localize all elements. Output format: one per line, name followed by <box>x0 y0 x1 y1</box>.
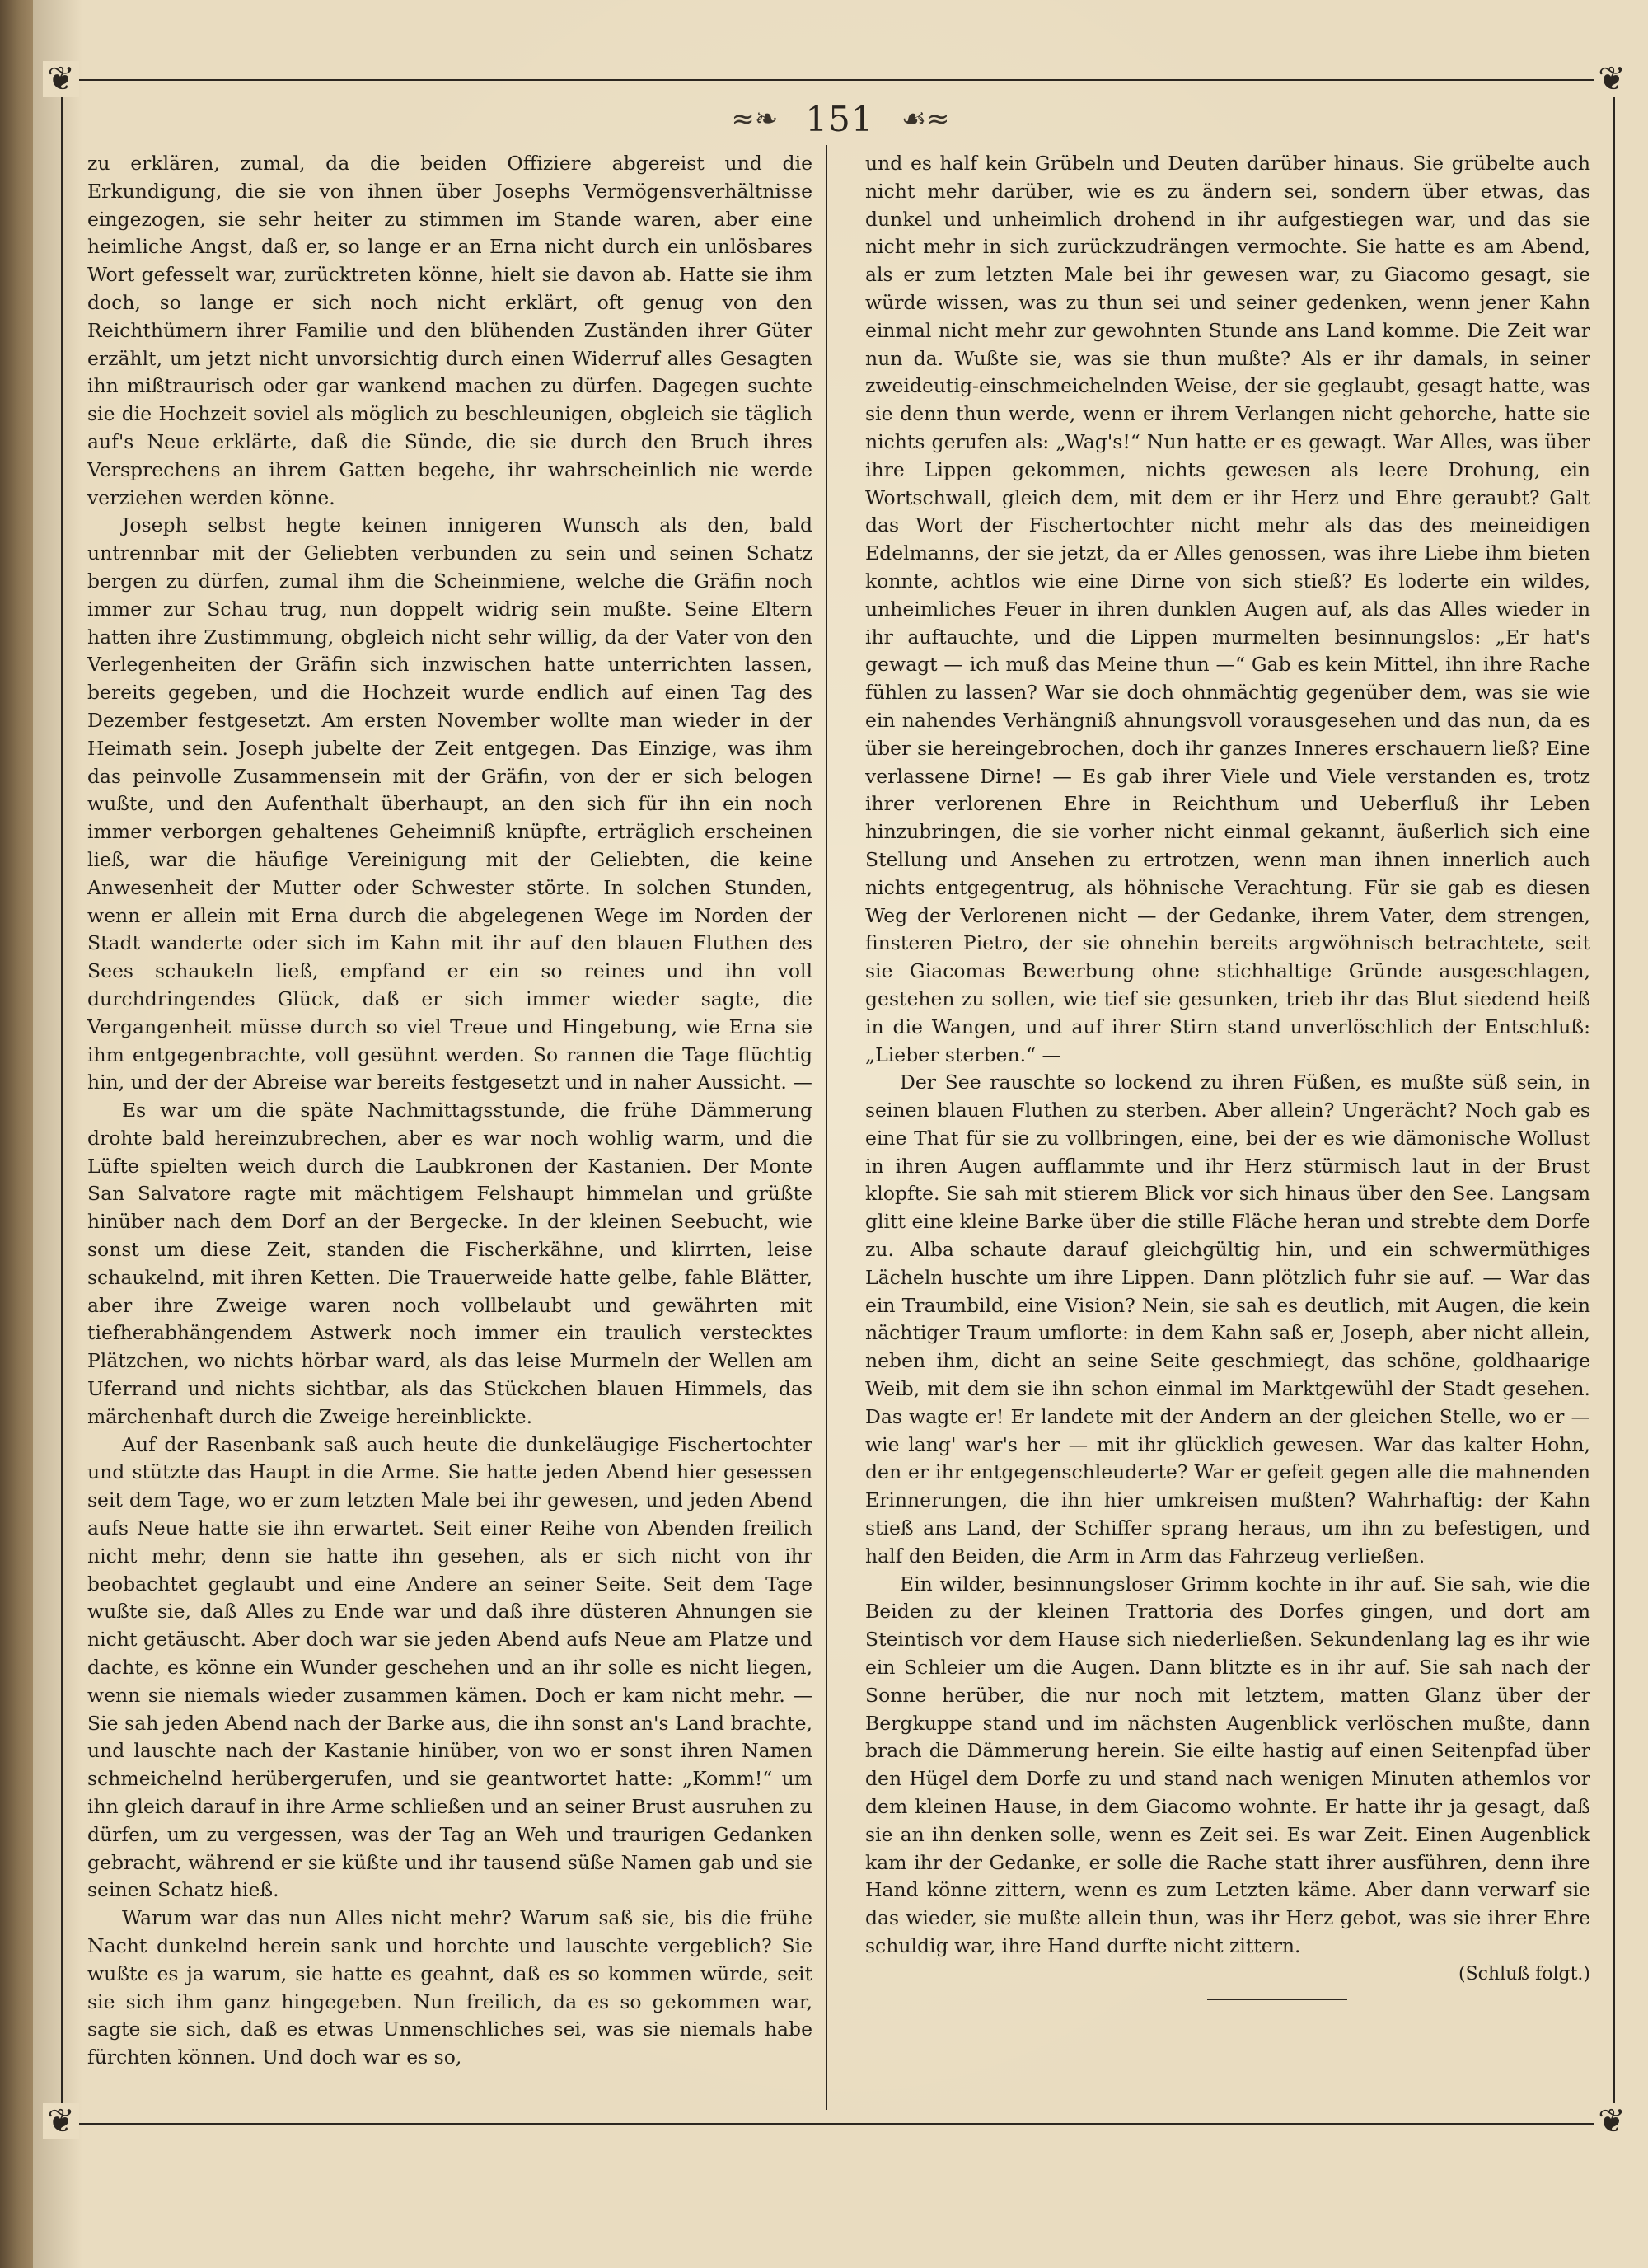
paragraph: Der See rauschte so lockend zu ihren Füßen, es mußte süß sein, in seinen blauen Fluthen zu sterben. Aber allein? Ungerächt? Noch gab es eine That für sie zu vollbringen, eine, bei der es wie dämonische Wollust in ihren Augen aufflammte und ihr Herz stürmisch laut in der Brust klopfte. Sie sah mit stierem Blick vor sich hinaus über den See. Langsam glitt eine kleine Barke über die stille Fläche heran und strebte dem Dorfe zu. Alba schaute darauf gleichgültig hin, und ein schwermüthiges Lächeln huschte um ihre Lippen. Dann plötzlich fuhr sie auf. — War das ein Traumbild, eine Vision? Nein, sie sah es deutlich, mit Augen, die kein nächtiger Traum umflorte: in dem Kahn saß er, Joseph, aber nicht allein, neben ihm, dicht an seine Seite geschmiegt, das schöne, goldhaarige Weib, mit dem sie ihn schon einmal im Marktgewühl der Stadt gesehen. Das wagte er! Er landete mit der Andern an der gleichen Stelle, wo er — wie lang' war's her — mit ihr glücklich gewesen. War das kalter Hohn, den er ihr entgegenschleuderte? War er gefeit gegen alle die mahnenden Erinnerungen, die ihn hier umkreisen mußten? Wahrhaftig: der Kahn stieß ans Land, der Schiffer sprang heraus, um ihn zu befestigen, und half den Beiden, die Arm in Arm das Fahrzeug verließen. <box>865 1071 1590 1567</box>
continuation-note: (Schluß folgt.) <box>1458 1963 1590 1984</box>
column-divider <box>826 145 827 2110</box>
right-column <box>865 150 1590 2078</box>
corner-ornament-icon: ❦ <box>1594 2103 1630 2139</box>
paragraph: Es war um die späte Nachmittagsstunde, die frühe Dämmerung drohte bald hereinzubrechen, aber es war noch wohlig warm, und die Lüfte spielten weich durch die Laubkronen der Kastanien. Der Monte San Salvatore ragte mit mächtigem Felshaupt himmelan und grüßte hinüber nach dem Dorf an der Bergecke. In der kleinen Seebucht, wie sonst um diese Zeit, standen die Fischerkähne, und klirrten, leise schaukelnd, mit ihren Ketten. Die Trauerweide hatte gelbe, fahle Blätter, aber ihre Zweige waren noch vollbelaubt und gewährten mit tiefherabhängendem Astwerk noch immer ein traulich verstecktes Plätzchen, wo nichts hörbar ward, als das leise Murmeln der Wellen am Uferrand und nichts sichtbar, als das Stückchen blauen Himmels, das märchenhaft durch die Zweige hereinblickte. <box>87 1099 812 1428</box>
paragraph: und es half kein Grübeln und Deuten darüber hinaus. Sie grübelte auch nicht mehr darüber, wie es zu ändern sei, sondern über etwas, das dunkel und unheimlich drohend in ihr aufgestiegen war, und das sie nicht mehr in sich zurückzudrängen vermochte. Sie hatte es am Abend, als er zum letzten Male bei ihr gewesen war, zu Giacomo gesagt, sie würde wissen, was zu thun sei und seiner gedenken, wenn jener Kahn einmal nicht mehr zur gewohnten Stunde ans Land komme. Die Zeit war nun da. Wußte sie, was sie thun mußte? Als er ihr damals, in seiner zweideutig-einschmeichelnden Weise, der sie geglaubt, gesagt hatte, was sie denn thun werde, wenn er ihrem Verlangen nicht gehorche, hatte sie nichts gerufen als: „Wag's!“ Nun hatte er es gewagt. War Alles, was über ihre Lippen gekommen, nichts gewesen als leere Drohung, ein Wortschwall, gleich dem, mit dem er ihr Herz und Ehre geraubt? Galt das Wort der Fischertochter nicht mehr als das des meineidigen Edelmanns, der sie jetzt, da er Alles genossen, was ihre Liebe ihm bieten konnte, achtlos wie eine Dirne von sich stieß? Es loderte ein wildes, unheimliches Feuer in ihren dunklen Augen auf, als das Alles wieder in ihr auftauchte, und die Lippen murmelten besinnungslos: „Er hat's gewagt — ich muß das Meine thun —“ Gab es kein Mittel, ihn ihre Rache fühlen zu lassen? War sie doch ohnmächtig gegenüber dem, was sie wie ein nahendes Verhängniß ahnungsvoll vorausgesehen und das nun, da es über sie hereingebrochen, doch ihr ganzes Inneres erschauern ließ? Eine verlassene Dirne! — Es gab ihrer Viele und Viele verstanden es, trotz ihrer verlorenen Ehre in Reichthum und Ueberfluß ihr Leben hinzubringen, die sie vorher nicht einmal gekannt, äußerlich sich eine Stellung und Ansehen zu ertrotzen, wenn man ihnen innerlich auch nichts entgegentrug, als höhnische Verachtung. Für sie gab es diesen Weg der Verlorenen nicht — der Gedanke, ihrem Vater, dem strengen, finsteren Pietro, der sie ohnehin bereits argwöhnisch betrachtete, seit sie Giacomas Bewerbung ohne stichhaltige Gründe ausgeschlagen, gestehen zu sollen, wie tief sie gesunken, trieb ihr das Blut siedend heiß in die Wangen, und auf ihrer Stirn stand unverlöschlich der Entschluß: „Lieber sterben.“ — <box>865 152 1590 1066</box>
header-ornament-right-icon: ☙≈ <box>901 102 950 136</box>
corner-ornament-icon: ❦ <box>43 2103 79 2139</box>
paragraph: Ein wilder, besinnungsloser Grimm kochte in ihr auf. Sie sah, wie die Beiden zu der kleinen Trattoria des Dorfes gingen, und dort am Steintisch vor dem Hause sich niederließen. Sekundenlang lag es ihr wie ein Schleier um die Augen. Dann blitzte es in ihr auf. Sie sah nach der Sonne herüber, die nur noch mit letztem, matten Glanz über der Bergkuppe stand und im nächsten Augenblick verlöschen mußte, dann brach die Dämmerung herein. Sie eilte hastig auf einen Seitenpfad über den Hügel dem Dorfe zu und stand nach wenigen Minuten athemlos vor dem kleinen Hause, in dem Giacomo wohnte. Er hatte ihr ja gesagt, daß sie an ihn denken solle, wenn es Zeit sei. Es war Zeit. Einen Augenblick kam ihr der Gedanke, er solle die Rache statt ihrer ausführen, denn ihre Hand könne zittern, wenn es zum Letzten käme. Aber dann verwarf sie das wieder, sie mußte allein thun, was ihr Herz gebot, was sie ihrer Ehre schuldig war, ihre Hand durfte nicht zittern. <box>865 1572 1590 1957</box>
left-column <box>87 150 812 2078</box>
page <box>33 0 1648 2268</box>
paragraph: Warum war das nun Alles nicht mehr? Warum saß sie, bis die frühe Nacht dunkelnd herein sank und horchte und lauschte vergeblich? Sie wußte es ja warum, sie hatte es geahnt, daß es so kommen würde, seit sie sich ihm ganz hingegeben. Nun freilich, da es so gekommen war, sagte sie sich, daß es etwas Unmenschliches sei, was sie niemals habe fürchten können. Und doch war es so, <box>87 1906 812 2069</box>
page-header <box>33 99 1648 142</box>
paragraph: Joseph selbst hegte keinen innigeren Wunsch als den, bald untrennbar mit der Geliebten verbunden zu sein und seinen Schatz bergen zu dürfen, zumal ihm die Scheinmiene, welche die Gräfin noch immer zur Schau trug, nun doppelt widrig sein mußte. Seine Eltern hatten ihre Zustimmung, obgleich nicht sehr willig, da der Vater von den Verlegenheiten der Gräfin sich inzwischen hatte unterrichten lassen, bereits gegeben, und die Hochzeit wurde endlich auf einen Tag des Dezember festgesetzt. Am ersten November wollte man wieder in der Heimath sein. Joseph jubelte der Zeit entgegen. Das Einzige, was ihm das peinvolle Zusammensein mit der Gräfin, von der er sich belogen wußte, und den Aufenthalt überhaupt, an den sich für ihn ein noch immer verborgen gehaltenes Geheimniß knüpfte, erträglich erscheinen ließ, war die häufige Vereinigung mit der Geliebten, die keine Anwesenheit der Mutter oder Schwester störte. In solchen Stunden, wenn er allein mit Erna durch die abgelegenen Wege im Norden der Stadt wanderte oder sich im Kahn mit ihr auf den blauen Fluthen des Sees schaukeln ließ, empfand er ein so reines und ihn voll durchdringendes Glück, daß er sich immer wieder sagte, die Vergangenheit müsse durch so viel Treue und Hingebung, wie Erna sie ihm entgegenbrachte, voll gesühnt werden. So rannen die Tage flüchtig hin, und der der Abreise war bereits festgesetzt und in naher Aussicht. — <box>87 513 812 1094</box>
paragraph: zu erklären, zumal, da die beiden Offiziere abgereist und die Erkundigung, die sie von ihnen über Josephs Vermögensverhältnisse eingezogen, sie sehr heiter zu stimmen im Stande waren, aber eine heimliche Angst, daß er, so lange er an Erna nicht durch ein unlösbares Wort gefesselt war, zurücktreten könne, hielt sie davon ab. Hatte sie ihm doch, so lange er sich noch nicht erklärt, oft genug von den Reichthümern ihrer Familie und den blühenden Zuständen ihrer Güter erzählt, um jetzt nicht unvorsichtig durch einen Widerruf alles Gesagten ihn mißtraurisch oder gar wankend machen zu dürfen. Dagegen suchte sie die Hochzeit soviel als möglich zu beschleunigen, obgleich sie täglich auf's Neue erklärte, daß die Sünde, die sie durch den Bruch ihres Versprechens an ihrem Gatten begehe, ihr wahrscheinlich nie werde verziehen werden könne. <box>87 152 812 509</box>
corner-ornament-icon: ❦ <box>43 61 79 97</box>
end-rule <box>1207 1999 1347 2000</box>
paragraph: Auf der Rasenbank saß auch heute die dunkeläugige Fischertochter und stützte das Haupt in die Arme. Sie hatte jeden Abend hier gesessen seit dem Tage, wo er zum letzten Male bei ihr gewesen, und jeden Abend aufs Neue hatte sie ihn erwartet. Seit einer Reihe von Abenden freilich nicht mehr, denn sie hatte ihn gesehen, als er sich nicht von ihr beobachtet geglaubt und eine Andere an seiner Seite. Seit dem Tage wußte sie, daß Alles zu Ende war und daß ihre düsteren Ahnungen sie nicht getäuscht. Aber doch war sie jeden Abend aufs Neue am Platze und dachte, es könne ein Wunder geschehen und an ihr solle es nicht liegen, wenn sie niemals wieder zusammen kämen. Doch er kam nicht mehr. — Sie sah jeden Abend nach der Barke aus, die ihn sonst an's Land brachte, und lauschte nach der Kastanie hinüber, von wo er sonst ihren Namen schmeichelnd herübergerufen, und sie geantwortet hatte: „Komm!“ um ihn gleich darauf in ihre Arme schließen und an seiner Brust ausruhen zu dürfen, um zu vergessen, was der Tag an Weh und traurigen Gedanken gebracht, während er sie küßte und ihr tausend süße Namen gab und sie seinen Schatz hieß. <box>87 1432 812 1902</box>
corner-ornament-icon: ❦ <box>1594 61 1630 97</box>
header-ornament-left-icon: ≈❧ <box>731 102 779 136</box>
page-number: 151 <box>805 99 874 139</box>
